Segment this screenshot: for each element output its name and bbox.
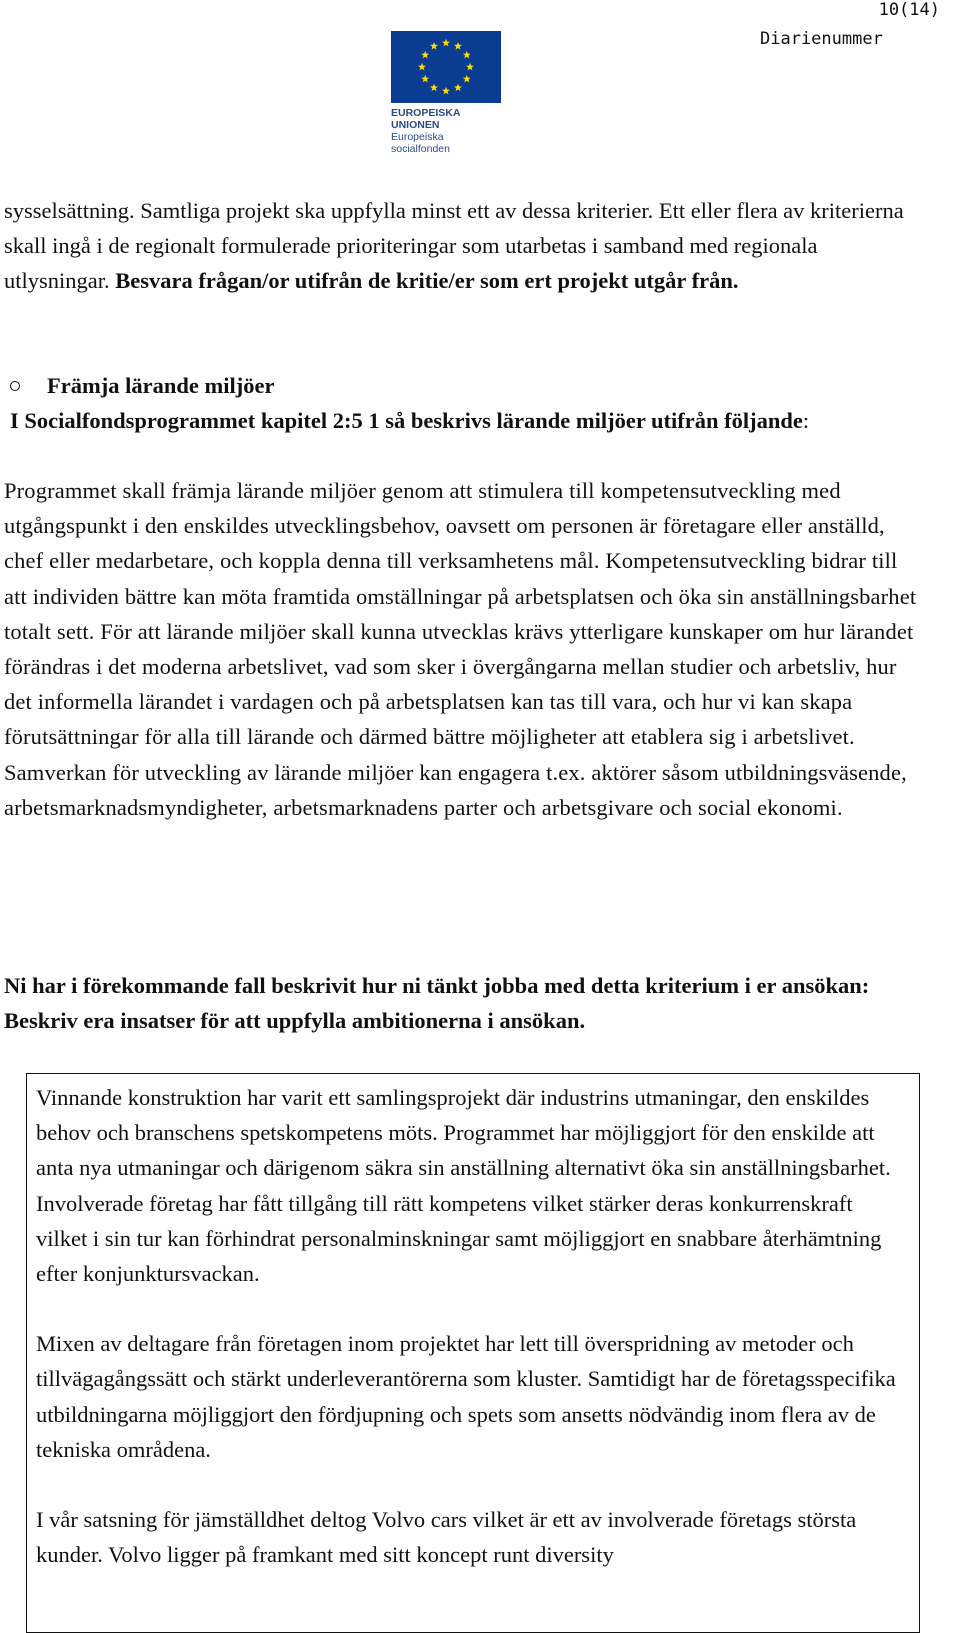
- criterion-bullet: [10, 368, 274, 403]
- eu-logo: [391, 31, 503, 155]
- answer-box: [26, 1073, 920, 1633]
- eu-logo-line2: Europeiska socialfonden: [391, 131, 450, 155]
- eu-flag-icon: [391, 31, 501, 103]
- intro-text: sysselsättning. Samtliga projekt ska uppfylla minst ett av dessa kriterier. Ett eller flera av kriterierna skall ingå i de regionalt formulerade prioriteringar som utarbetas i samband med regionala utlysningar.: [4, 198, 904, 294]
- program-description: Programmet skall främja lärande miljöer genom att stimulera till kompetensutveckling med utgångspunkt i den enskildes utvecklingsbehov, oavsett om personen är företagare eller anställd, chef eller medarbetare, och koppla denna till verksamhetens mål. Kompetensutveckling bidrar till att individen bättre kan möta framtida omställningar på arbetsplatsen och öka sin anställningsbarhet totalt sett. För att lärande miljöer skall kunna utvecklas krävs ytterligare kunskaper om hur lärandet förändras i det moderna arbetslivet, vad som sker i övergångarna mellan studier och arbetsliv, hur det informella lärandet i vardagen och på arbetsplatsen kan tas till vara, och hur vi kan skapa förutsättningar för alla till lärande och därmed bättre möjligheter att etablera sig i arbetslivet. Samverkan för utveckling av lärande miljöer kan engagera t.ex. aktörer såsom utbildningsväsende, arbetsmarknadsmyndigheter, arbetsmarknadens parter och arbetsgivare och social ekonomi.: [4, 478, 917, 820]
- question-prompt: Ni har i förekommande fall beskrivit hur ni tänkt jobba med detta kriterium i er ansökan: Beskriv era insatser för att uppfylla ambitionerna i ansökan.: [4, 973, 870, 1034]
- diarienummer-label: Diarienummer: [760, 29, 883, 49]
- criterion-title: Främja lärande miljöer: [47, 373, 275, 398]
- bullet-icon: [10, 381, 20, 391]
- criterion-heading: [10, 403, 920, 438]
- answer-paragraph: Vinnande konstruktion har varit ett samlingsprojekt där industrins utmaningar, den enskildes behov och branschens spetskompetens möts. Programmet har möjliggjort för den enskilde att anta nya utmaningar och därigenom säkra sin anställning alternativt öka sin anställningsbarhet. Involverade företag har fått tillgång till rätt kompetens vilket stärker deras konkurrenskraft vilket i sin tur kan förhindrat personalminskningar samt möjliggjort en snabbare återhämtning efter konjunktursvackan.: [36, 1085, 891, 1287]
- criterion-heading-text: I Socialfondsprogrammet kapitel 2:5 1 så beskrivs lärande miljöer utifrån följande: [10, 408, 803, 433]
- intro-instruction: Besvara frågan/or utifrån de kritie/er som ert projekt utgår från.: [115, 268, 739, 294]
- eu-logo-line1: EUROPEISKA UNIONEN: [391, 107, 461, 131]
- intro-paragraph: [4, 193, 924, 299]
- answer-paragraph: I vår satsning för jämställdhet deltog Volvo cars vilket är ett av involverade företags största kunder. Volvo ligger på framkant med sitt koncept runt diversity: [36, 1507, 857, 1568]
- criterion-heading-colon: :: [802, 408, 810, 433]
- page-number: 10(14): [878, 0, 940, 20]
- answer-paragraph: Mixen av deltagare från företagen inom projektet har lett till överspridning av metoder och tillvägagångssätt och stärkt underleverantörerna som kluster. Samtidigt har de företagsspecifika utbildningarna möjliggjort den fördjupning och spets som ansetts nödvändig inom flera av de tekniska områdena.: [36, 1331, 896, 1462]
